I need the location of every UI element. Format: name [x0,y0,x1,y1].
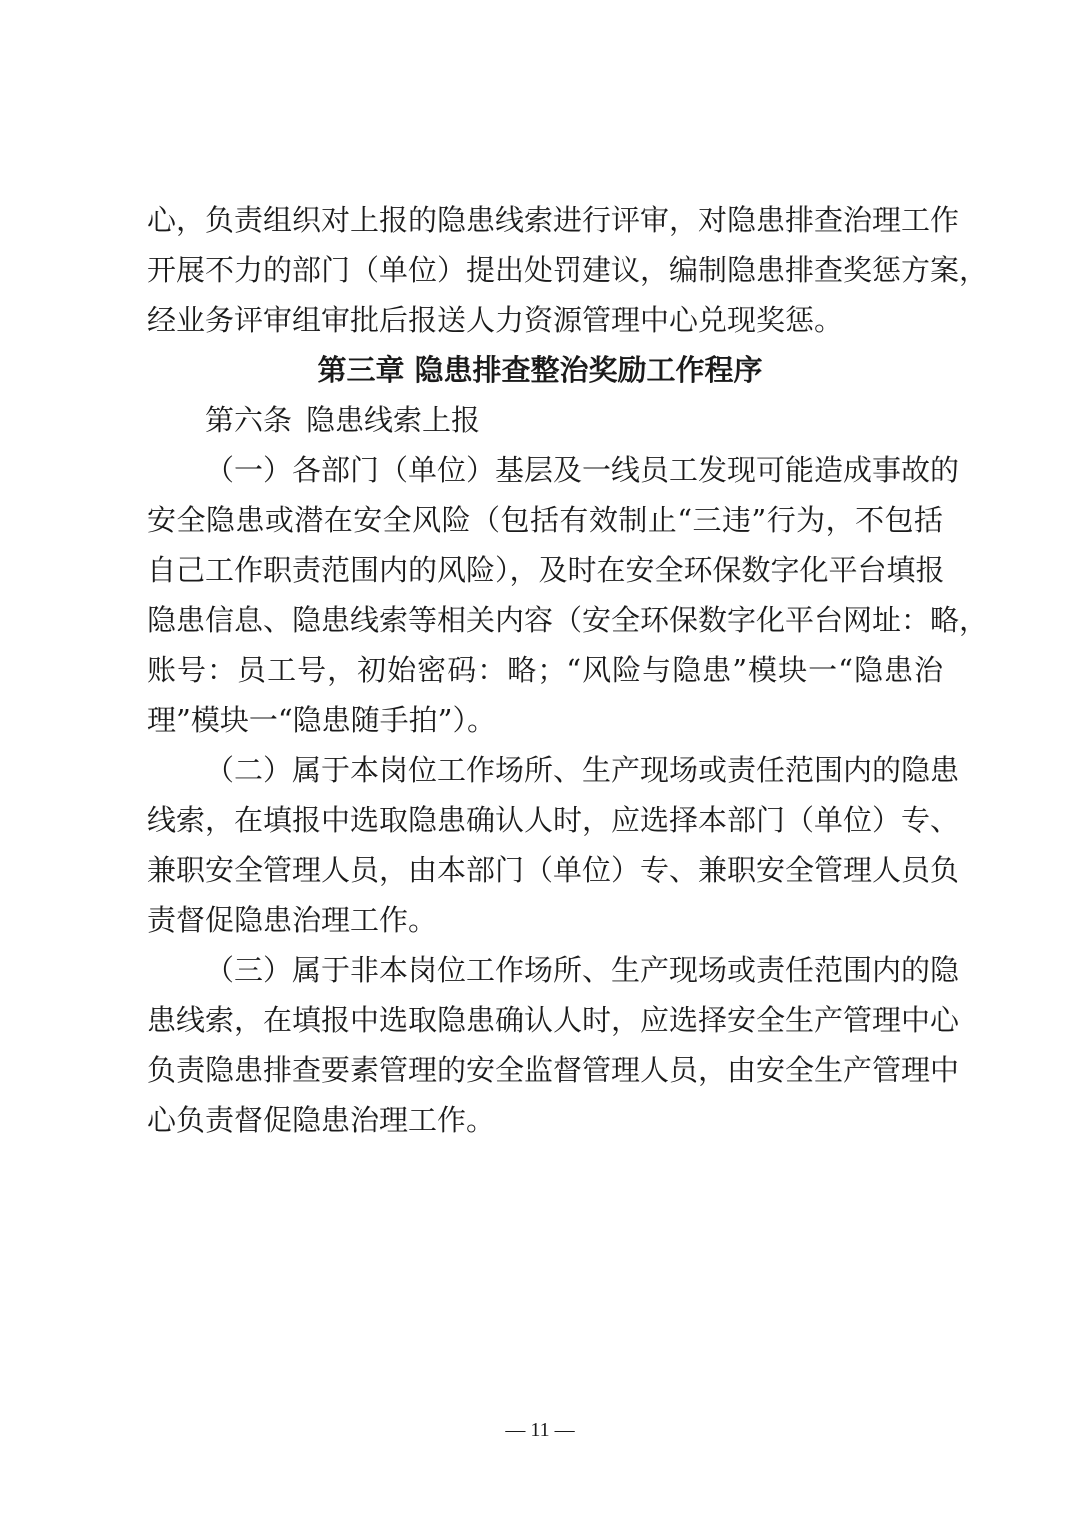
paragraph-line: 开展不力的部门（单位）提出处罚建议，编制隐患排查奖惩方案， [147,253,989,287]
article-number: 第六条 [205,403,293,437]
paragraph-line: 自己工作职责范围内的风险），及时在安全环保数字化平台填报 [147,553,945,587]
article-title: 隐患线索上报 [306,403,481,437]
paragraph-line: （一）各部门（单位）基层及一线员工发现可能造成事故的 [205,453,960,487]
paragraph-line: 理”模块一“隐患随手拍”）。 [147,703,496,737]
page-number: — 11 — [505,1419,575,1441]
paragraph-line: 安全隐患或潜在安全风险（包括有效制止“三违”行为，不包括 [147,503,943,537]
paragraph-line: 心，负责组织对上报的隐患线索进行评审，对隐患排查治理工作 [147,203,960,237]
paragraph-line: 负责隐患排查要素管理的安全监督管理人员，由安全生产管理中 [147,1053,960,1087]
paragraph-line: 线索，在填报中选取隐患确认人时，应选择本部门（单位）专、 [147,803,960,837]
article-heading [205,400,480,440]
paragraph-line: 经业务评审组审批后报送人力资源管理中心兑现奖惩。 [147,303,844,337]
paragraph-line: 责督促隐患治理工作。 [147,903,438,937]
paragraph-line: 患线索，在填报中选取隐患确认人时，应选择安全生产管理中心 [147,1003,960,1037]
paragraph-line: 账号：员工号，初始密码：略；“风险与隐患”模块一“隐患治 [147,653,943,687]
paragraph-line: （二）属于本岗位工作场所、生产现场或责任范围内的隐患 [205,753,960,787]
paragraph-line: （三）属于非本岗位工作场所、生产现场或责任范围内的隐 [205,953,960,987]
paragraph-line: 心负责督促隐患治理工作。 [147,1103,496,1137]
paragraph-line: 兼职安全管理人员，由本部门（单位）专、兼职安全管理人员负 [147,853,960,887]
paragraph-line: 隐患信息、隐患线索等相关内容（安全环保数字化平台网址：略， [147,603,989,637]
chapter-heading: 第三章 隐患排查整治奖励工作程序 [317,353,763,387]
